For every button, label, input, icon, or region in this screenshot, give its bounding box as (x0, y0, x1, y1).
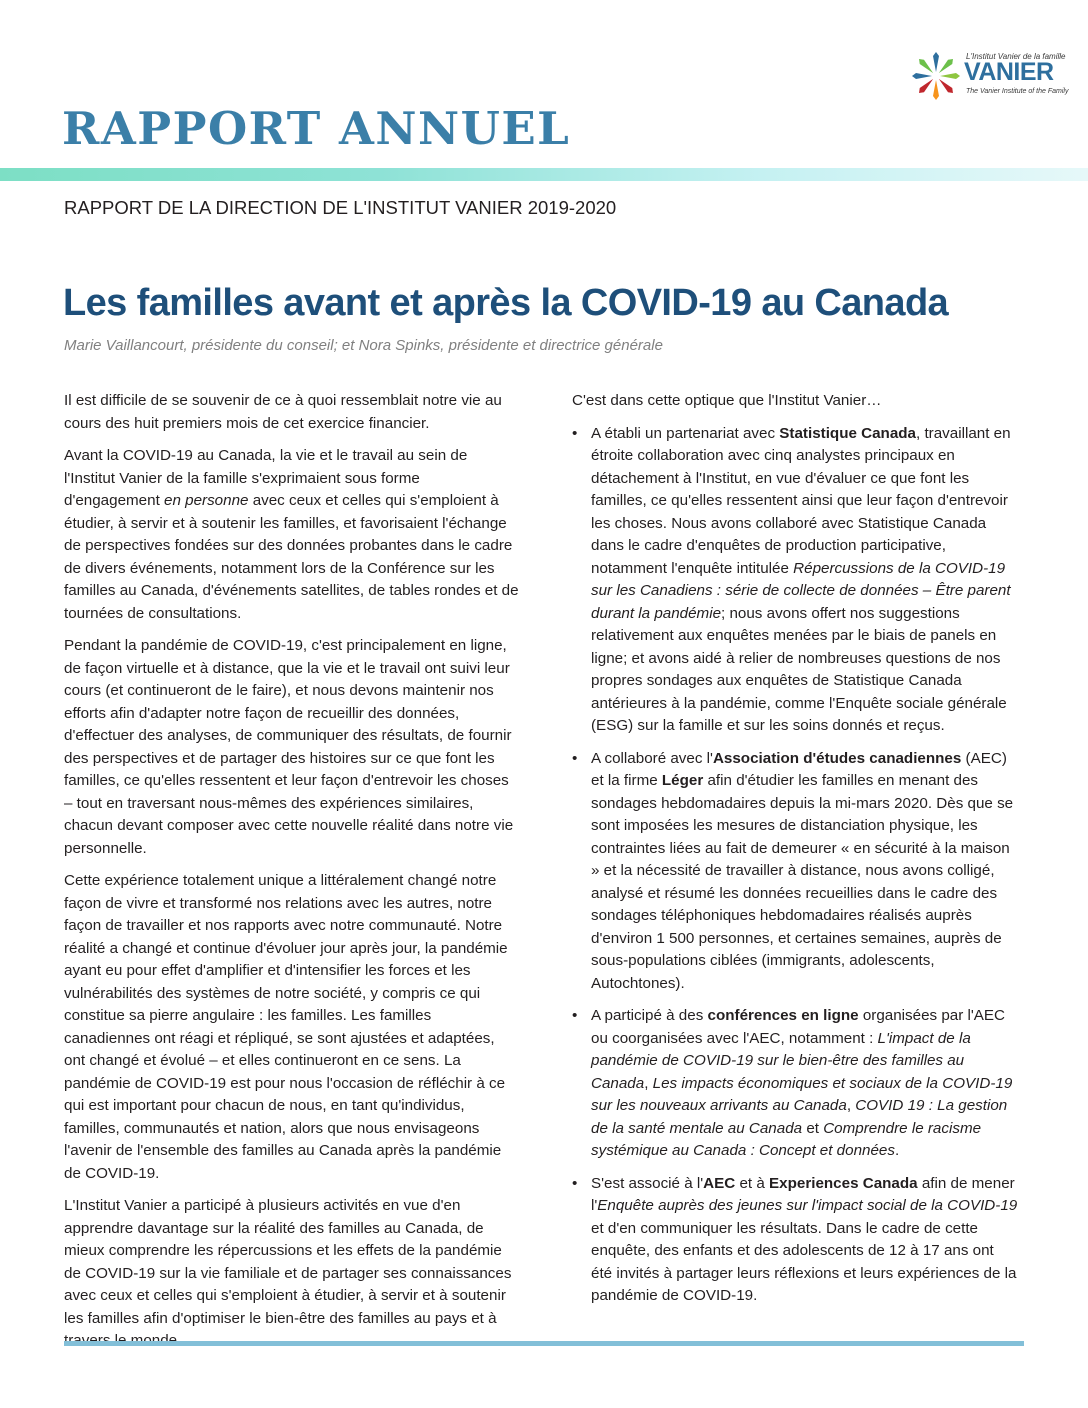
list-item-aec-leger: • A collaboré avec l'Association d'études canadiennes (AEC) et la firme Léger afin d'étudier les familles en menant des sondages hebdomadaires depuis la mi-mars 2020. Dès que se sont imposées les mesures de distanciation physique, les contraintes liées au fait de demeurer « en sécurité à la maison » et la nécessité de travailler à distance, nous avons colligé, analysé et résumé les données recueillies dans le cadre des sondages téléphoniques hebdomadaires réalisés auprès d'environ 1 500 personnes, et certaines semaines, auprès de sous-populations ciblées (immigrants, adolescents, Autochtones). (572, 749, 1014, 992)
bullet-icon: • (572, 1174, 578, 1192)
bullet-icon: • (572, 749, 578, 767)
paragraph-2: Avant la COVID-19 au Canada, la vie et le travail au sein de l'Institut Vanier de la famille s'exprimaient sous forme d'engagement en personne avec ceux et celles qui s'emploient à étudier, à servir et à soutenir les familles, et favorisaient l'échange de perspectives fondées sur des données probantes dans le cadre de divers événements, notamment lors de la Conférence sur les familles au Canada, d'événements satellites, de tables rondes et de tournées de consultations. (64, 447, 519, 622)
right-intro: C'est dans cette optique que l'Institut Vanier… (572, 392, 882, 409)
article-title: Les familles avant et après la COVID-19 au Canada (63, 282, 949, 324)
right-column (572, 390, 1018, 1318)
report-title: RAPPORT ANNUEL (62, 102, 571, 155)
logo-wordmark: VANIER (964, 58, 1054, 86)
article-byline: Marie Vaillancourt, présidente du conseil; et Nora Spinks, présidente et directrice générale (64, 337, 663, 354)
bullet-icon: • (572, 1007, 578, 1024)
list-item-statcan: • A établi un partenariat avec Statistique Canada, travaillant en étroite collaboration avec cinq analystes principaux en détachement à l'Institut, en vue d'évaluer ce que font les familles, ce qu'elles ressentent ainsi que leur façon d'entrevoir les choses. Nous avons collaboré avec Statistique Canada dans le cadre d'enquêtes de production participative, notamment l'enquête intitulée Répercussions de la COVID-19 sur les Canadiens : série de collecte de données – Être parent durant la pandémie; nous avons offert nos suggestions relativement aux enquêtes menées par le biais de panels en ligne; et avons aidé à relier de nombreuses questions de nos propres sondages aux enquêtes de Statistique Canada antérieures à la pandémie, comme l'Enquête sociale générale (ESG) sur la famille et sur les soins donnés et reçus. (572, 424, 1011, 734)
list-item-conferences: • A participé à des conférences en ligne organisées par l'AEC ou coorganisées avec l'AEC, notamment : L'impact de la pandémie de COVID-19 sur le bien-être des familles au Canada, Les impacts économiques et sociaux de la COVID-19 sur les nouveaux arrivants au Canada, COVID 19 : La gestion de la santé mentale au Canada et Comprendre le racisme systémique au Canada : Concept et données. (572, 1007, 1013, 1159)
logo-french-name: L'Institut Vanier de la famille (966, 52, 1066, 61)
report-subtitle: RAPPORT DE LA DIRECTION DE L'INSTITUT VANIER 2019-2020 (64, 197, 617, 218)
list-item-youth-survey: • S'est associé à l'AEC et à Experiences Canada afin de mener l'Enquête auprès des jeunes sur l'impact social de la COVID-19 et d'en communiquer les résultats. Dans le cadre de cette enquête, des enfants et des adolescents de 12 à 17 ans ont été invités à partager leurs réflexions et leurs expériences de la pandémie de COVID-19. (572, 1174, 1018, 1304)
paragraph-5: L'Institut Vanier a participé à plusieurs activités en vue d'en apprendre davantage sur la réalité des familles au Canada, de mieux comprendre les répercussions et les effets de la pandémie de COVID-19 sur la vie familiale et de partager ses connaissances avec ceux et celles qui s'emploient à étudier, à servir et à soutenir les familles afin d'optimiser le bien-être des familles au pays et à (64, 1197, 512, 1327)
left-column (64, 390, 519, 1363)
vanier-snowflake-logo-icon (910, 50, 962, 102)
vanier-logo (910, 48, 1069, 104)
activities-list (572, 423, 1018, 1308)
logo-english-name: The Vanier Institute of the Family (966, 88, 1069, 95)
paragraph-1: Il est difficile de se souvenir de ce à quoi ressemblait notre vie au cours des huit premiers mois de cet exercice financier. (64, 392, 502, 432)
footer-rule (64, 1341, 1024, 1346)
paragraph-4: Cette expérience totalement unique a littéralement changé notre façon de vivre et transformé nos relations avec les autres, notre façon de travailler et nos rapports avec notre communauté. Notre réalité a changé et continue d'évoluer jour après jour, la pandémie ayant eu pour effet d'amplifier et d'intensifier les forces et les vulnérabilités des systèmes de notre société, y compris ce qui constitue sa pierre angulaire : les familles. Les familles canadiennes ont réagi et répliqué, se sont ajustées et adaptées, ont changé et évolué – et elles continueront en ce sens. La pandémie de COVID-19 est pour nous l'occasion de réfléchir à ce qui est important pour chacun de nous, en tant qu'individus, familles, communautés et nation, alors que nous envisageons l'avenir de l'ensemble des familles au Canada après la pandémie de COVID-19. (64, 872, 508, 1182)
paragraph-3: Pendant la pandémie de COVID-19, c'est principalement en ligne, de façon virtuelle et à distance, que la vie et le travail ont suivi leur cours (et continueront de le faire), et nous devons maintenir nos efforts afin d'adapter notre façon de recueillir des données, d'effectuer des analyses, de communiquer des résultats, de fournir des perspectives et de partager des histoires sur ce que font les familles, ce qu'elles ressentent et leur façon d'entrevoir les choses – tout en traversant nous-mêmes des expériences similaires, chacun devant composer avec cette nouvelle réalité dans notre vie personnelle. (64, 637, 514, 857)
bullet-icon: • (572, 424, 578, 442)
title-gradient-band (0, 168, 1088, 181)
